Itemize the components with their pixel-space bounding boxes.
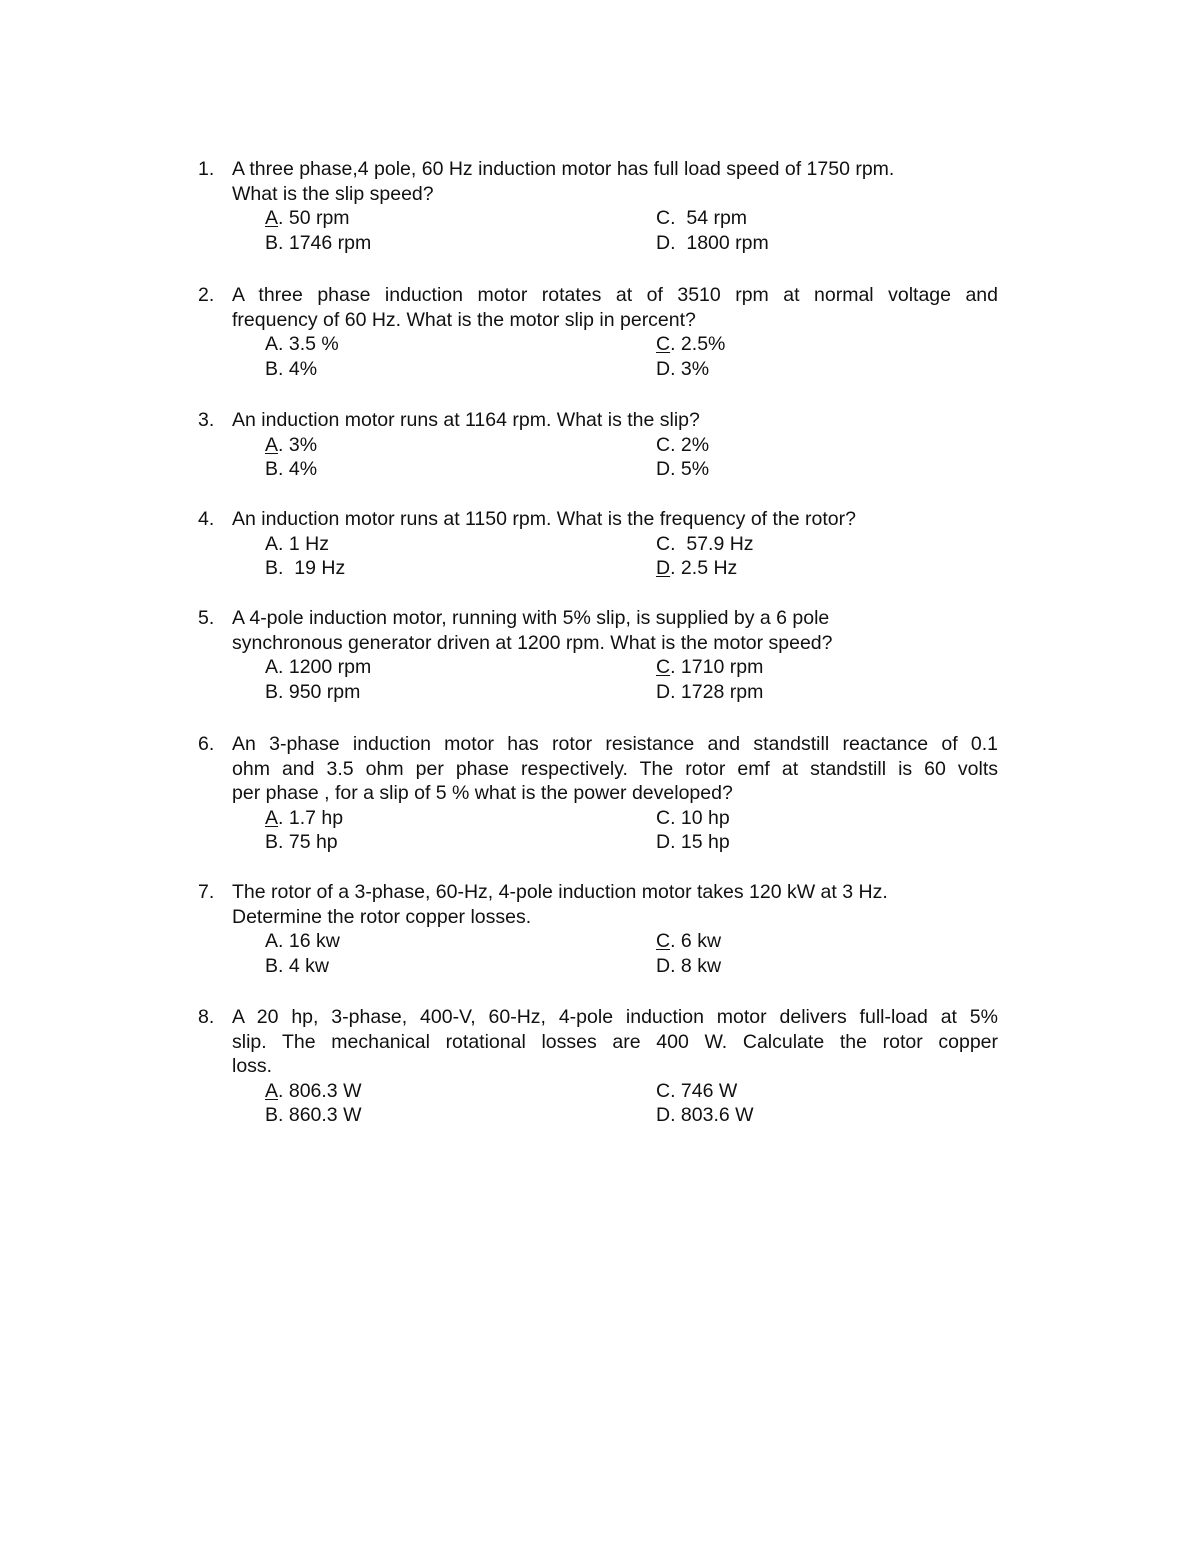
option-separator: . xyxy=(278,831,284,853)
option-text: 5% xyxy=(675,458,710,480)
option-letter: D xyxy=(656,831,671,853)
question-text-line: loss. xyxy=(232,1055,273,1077)
question-text-line: An induction motor runs at 1150 rpm. What is the frequency of the rotor? xyxy=(232,508,856,530)
option-letter: B xyxy=(265,954,279,977)
option-separator: . xyxy=(670,680,676,703)
question-text xyxy=(232,408,998,433)
option-row xyxy=(198,332,998,357)
question-number: 5. xyxy=(198,607,215,629)
question-stem xyxy=(198,606,998,655)
question-text-line: A three phase,4 pole, 60 Hz induction motor has full load speed of 1750 rpm. xyxy=(232,158,895,180)
option-letter: D xyxy=(656,680,671,703)
option-letter: D xyxy=(656,458,671,480)
option-a xyxy=(265,433,317,458)
question-8 xyxy=(198,1005,998,1128)
option-letter: A xyxy=(265,333,279,355)
option-c xyxy=(656,532,754,557)
question-4 xyxy=(198,507,998,581)
option-a xyxy=(265,206,350,231)
question-stem xyxy=(198,732,998,806)
option-separator: . xyxy=(278,1079,284,1102)
question-text-line: per phase , for a slip of 5 % what is the power developed? xyxy=(232,782,733,804)
option-separator: . xyxy=(278,656,284,678)
option-row xyxy=(198,806,998,831)
option-separator: . xyxy=(670,656,676,678)
option-a xyxy=(265,655,371,680)
option-b xyxy=(265,357,317,382)
option-text: 16 kw xyxy=(283,930,340,952)
question-text-line: A three phase induction motor rotates at of 3510 rpm at normal voltage and xyxy=(232,284,998,306)
option-text: 8 kw xyxy=(675,954,722,977)
option-separator: . xyxy=(278,930,284,952)
option-separator: . xyxy=(670,831,676,853)
question-number: 4. xyxy=(198,508,215,530)
option-row xyxy=(198,231,998,256)
option-text: 1746 rpm xyxy=(283,231,372,254)
option-separator: . xyxy=(670,458,676,480)
option-letter: A xyxy=(265,930,279,952)
option-b xyxy=(265,680,360,705)
option-a xyxy=(265,532,329,557)
option-letter: A xyxy=(265,532,279,555)
option-text: 4 kw xyxy=(283,954,329,977)
option-row xyxy=(198,556,998,581)
question-text xyxy=(232,283,998,332)
option-row xyxy=(198,954,998,979)
question-text-line: slip. The mechanical rotational losses are 400 W. Calculate the rotor copper xyxy=(232,1030,998,1053)
question-text xyxy=(232,880,998,929)
marked-answer-letter: C xyxy=(656,930,671,952)
option-text: 1710 rpm xyxy=(675,656,764,678)
question-text-line: frequency of 60 Hz. What is the motor slip in percent? xyxy=(232,308,696,331)
option-text: 860.3 W xyxy=(283,1104,362,1126)
option-text: 2.5 Hz xyxy=(675,557,738,579)
option-text: 746 W xyxy=(675,1079,738,1102)
option-row xyxy=(198,532,998,557)
option-letter: D xyxy=(656,357,671,380)
option-separator: . xyxy=(670,532,676,555)
option-c xyxy=(656,806,730,831)
question-3 xyxy=(198,408,998,482)
option-letter: D xyxy=(656,1104,671,1126)
question-1 xyxy=(198,157,998,255)
option-letter: A xyxy=(265,656,279,678)
option-c xyxy=(656,433,709,458)
option-b xyxy=(265,954,329,979)
option-separator: . xyxy=(278,532,284,555)
marked-answer-letter: A xyxy=(265,1079,279,1102)
option-d xyxy=(656,556,737,581)
option-letter: B xyxy=(265,231,279,254)
option-letter: B xyxy=(265,458,279,480)
option-separator: . xyxy=(278,806,284,829)
option-d xyxy=(656,1103,754,1128)
option-text: 6 kw xyxy=(675,930,722,952)
option-b xyxy=(265,231,371,256)
option-text: 1800 rpm xyxy=(675,231,769,254)
option-text: 806.3 W xyxy=(283,1079,362,1102)
option-a xyxy=(265,1079,361,1104)
question-stem xyxy=(198,1005,998,1079)
option-separator: . xyxy=(278,333,284,355)
question-stem xyxy=(198,880,998,929)
question-text-line: The rotor of a 3-phase, 60-Hz, 4-pole induction motor takes 120 kW at 3 Hz. xyxy=(232,881,888,903)
option-separator: . xyxy=(670,433,676,456)
option-separator: . xyxy=(278,207,284,229)
option-letter: B xyxy=(265,831,279,853)
option-row xyxy=(198,680,998,705)
option-text: 803.6 W xyxy=(675,1104,754,1126)
option-separator: . xyxy=(670,954,676,977)
option-d xyxy=(656,231,769,256)
option-d xyxy=(656,954,721,979)
option-d xyxy=(656,680,763,705)
option-letter: B xyxy=(265,1104,279,1126)
option-text: 15 hp xyxy=(675,831,730,853)
question-text-line: An 3-phase induction motor has rotor resistance and standstill reactance of 0.1 xyxy=(232,733,998,755)
option-text: 4% xyxy=(283,458,318,480)
question-number: 8. xyxy=(198,1006,215,1028)
option-text: 19 Hz xyxy=(283,557,346,579)
option-separator: . xyxy=(278,231,284,254)
marked-answer-letter: A xyxy=(265,207,279,229)
question-text xyxy=(232,507,998,532)
option-letter: D xyxy=(656,954,671,977)
question-stem xyxy=(198,283,998,332)
question-text-line: synchronous generator driven at 1200 rpm. What is the motor speed? xyxy=(232,631,833,654)
option-d xyxy=(656,830,730,855)
option-separator: . xyxy=(278,433,284,456)
question-number: 3. xyxy=(198,409,215,431)
question-7 xyxy=(198,880,998,978)
option-letter: D xyxy=(656,231,671,254)
option-b xyxy=(265,457,317,482)
option-text: 950 rpm xyxy=(283,680,361,703)
question-text-line: Determine the rotor copper losses. xyxy=(232,905,532,928)
option-separator: . xyxy=(670,930,676,952)
option-row xyxy=(198,655,998,680)
option-a xyxy=(265,806,343,831)
option-c xyxy=(656,929,721,954)
option-a xyxy=(265,929,340,954)
option-separator: . xyxy=(670,806,676,829)
option-letter: C xyxy=(656,532,671,555)
option-row xyxy=(198,929,998,954)
question-text-line: A 4-pole induction motor, running with 5% slip, is supplied by a 6 pole xyxy=(232,607,830,629)
option-letter: B xyxy=(265,357,279,380)
option-d xyxy=(656,357,709,382)
option-separator: . xyxy=(670,557,676,579)
option-separator: . xyxy=(670,231,676,254)
marked-answer-letter: C xyxy=(656,333,671,355)
option-row xyxy=(198,206,998,231)
option-d xyxy=(656,457,709,482)
option-letter: C xyxy=(656,806,671,829)
option-letter: C xyxy=(656,1079,671,1102)
option-letter: C xyxy=(656,433,671,456)
option-text: 4% xyxy=(283,357,318,380)
question-number: 2. xyxy=(198,284,215,306)
option-text: 1200 rpm xyxy=(283,656,372,678)
option-row xyxy=(198,457,998,482)
option-text: 2% xyxy=(675,433,710,456)
option-row xyxy=(198,433,998,458)
question-stem xyxy=(198,408,998,433)
option-separator: . xyxy=(278,458,284,480)
option-c xyxy=(656,332,725,357)
option-letter: B xyxy=(265,680,279,703)
option-separator: . xyxy=(278,680,284,703)
question-number: 1. xyxy=(198,158,215,180)
option-separator: . xyxy=(670,357,676,380)
option-text: 54 rpm xyxy=(675,207,748,229)
marked-answer-letter: A xyxy=(265,433,279,456)
option-text: 1728 rpm xyxy=(675,680,764,703)
question-2 xyxy=(198,283,998,381)
question-6 xyxy=(198,732,998,855)
option-text: 75 hp xyxy=(283,831,338,853)
marked-answer-letter: A xyxy=(265,806,279,829)
option-text: 50 rpm xyxy=(283,207,350,229)
question-number: 6. xyxy=(198,733,215,755)
question-number: 7. xyxy=(198,881,215,903)
option-separator: . xyxy=(278,357,284,380)
option-letter: B xyxy=(265,557,279,579)
option-letter: C xyxy=(656,207,671,229)
option-text: 3% xyxy=(675,357,710,380)
option-separator: . xyxy=(670,207,676,229)
option-separator: . xyxy=(670,333,676,355)
option-c xyxy=(656,655,763,680)
question-text-line: ohm and 3.5 ohm per phase respectively. The rotor emf at standstill is 60 volts xyxy=(232,757,998,780)
question-text xyxy=(232,1005,998,1079)
question-stem xyxy=(198,157,998,206)
marked-answer-letter: D xyxy=(656,557,671,579)
option-text: 1 Hz xyxy=(283,532,329,555)
option-separator: . xyxy=(670,1104,676,1126)
option-separator: . xyxy=(278,954,284,977)
option-separator: . xyxy=(670,1079,676,1102)
option-text: 2.5% xyxy=(675,333,726,355)
option-row xyxy=(198,830,998,855)
question-text-line: An induction motor runs at 1164 rpm. What is the slip? xyxy=(232,409,700,431)
question-text xyxy=(232,157,998,206)
question-text-line: What is the slip speed? xyxy=(232,182,434,205)
option-row xyxy=(198,1079,998,1104)
option-text: 1.7 hp xyxy=(283,806,344,829)
marked-answer-letter: C xyxy=(656,656,671,678)
option-separator: . xyxy=(278,1104,284,1126)
option-row xyxy=(198,1103,998,1128)
option-b xyxy=(265,556,345,581)
option-separator: . xyxy=(278,557,284,579)
option-text: 3.5 % xyxy=(283,333,339,355)
question-text-line: A 20 hp, 3-phase, 400-V, 60-Hz, 4-pole induction motor delivers full-load at 5% xyxy=(232,1006,998,1028)
option-text: 57.9 Hz xyxy=(675,532,754,555)
option-text: 10 hp xyxy=(675,806,730,829)
option-b xyxy=(265,1103,361,1128)
option-text: 3% xyxy=(283,433,318,456)
question-text xyxy=(232,606,998,655)
option-a xyxy=(265,332,339,357)
option-c xyxy=(656,1079,737,1104)
question-text xyxy=(232,732,998,806)
option-c xyxy=(656,206,747,231)
question-5 xyxy=(198,606,998,704)
option-row xyxy=(198,357,998,382)
option-b xyxy=(265,830,338,855)
question-stem xyxy=(198,507,998,532)
